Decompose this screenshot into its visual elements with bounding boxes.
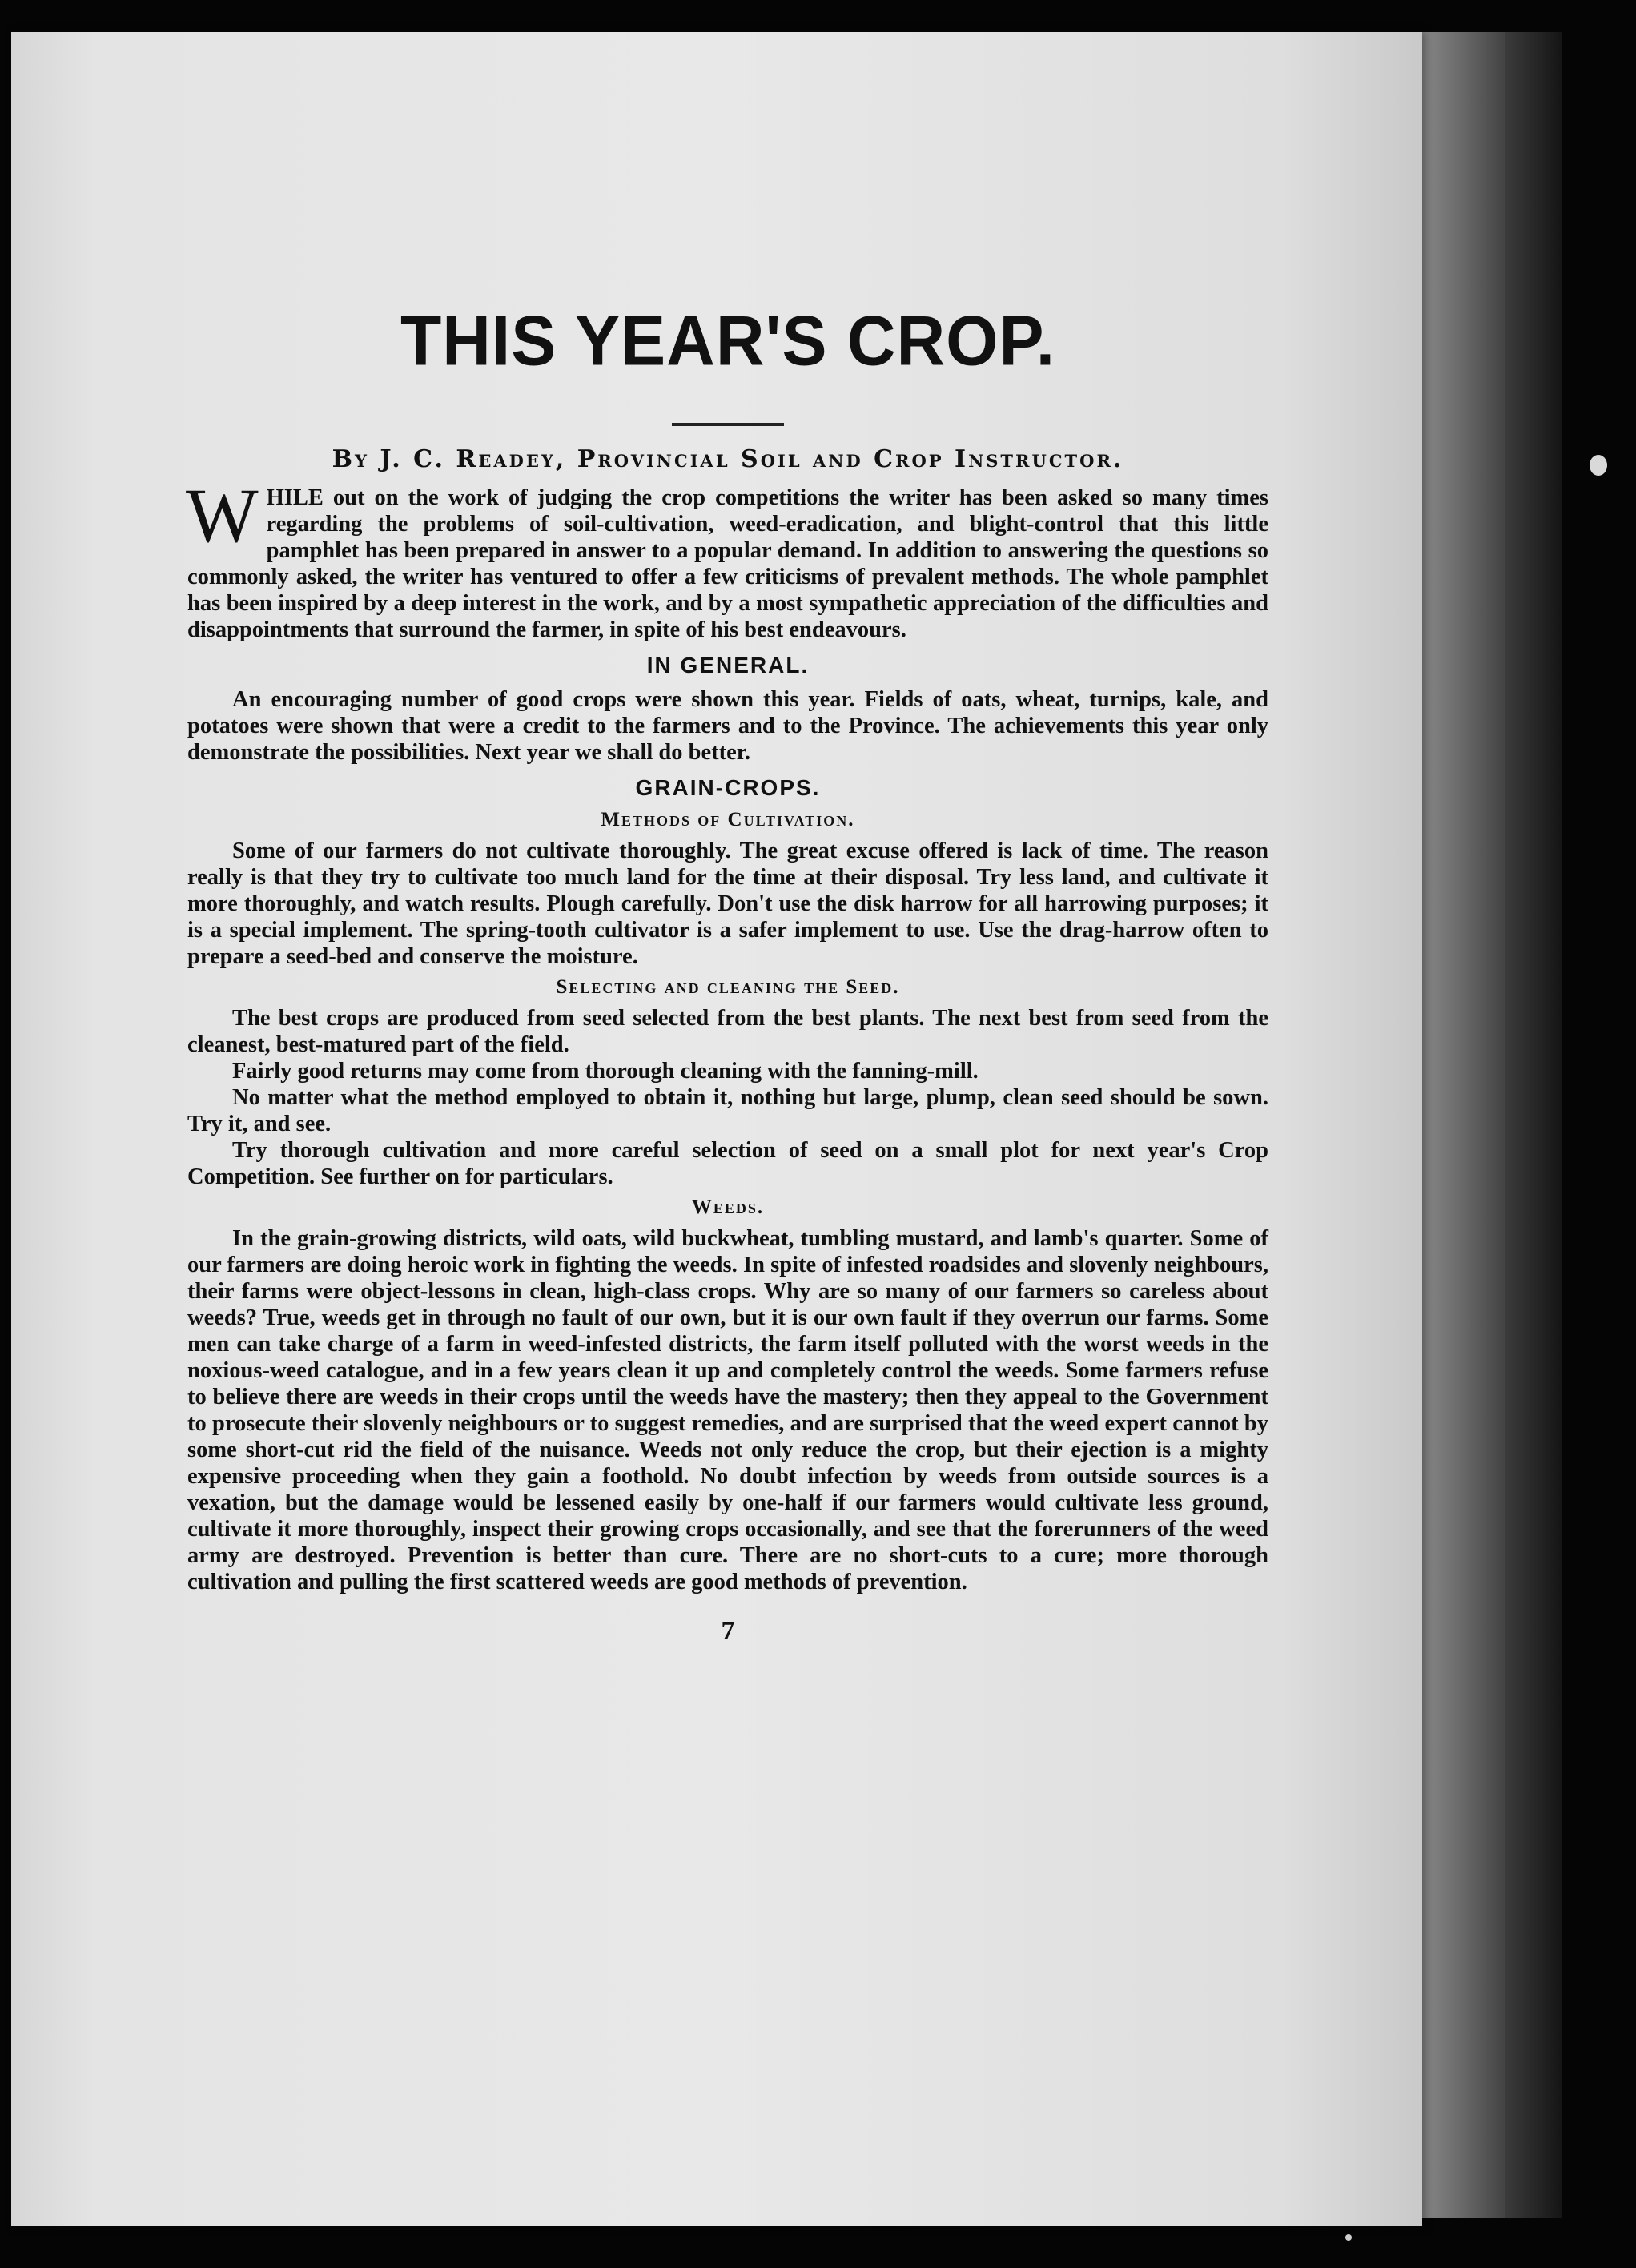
drop-cap: W — [186, 472, 259, 558]
page-title: THIS YEAR'S CROP. — [400, 300, 1056, 380]
scanned-page — [11, 32, 1422, 2226]
scan-speck — [1345, 2234, 1352, 2241]
page-number: 7 — [721, 1616, 735, 1646]
text-column — [187, 296, 1268, 1647]
seed-paragraph: Try thorough cultivation and more careful selection of seed on a small plot for next year's Crop Competition. See further on for particulars. — [187, 1138, 1268, 1189]
scan-speck — [1590, 455, 1607, 476]
heading-in-general: IN GENERAL. — [646, 653, 810, 678]
title-rule — [672, 423, 784, 426]
general-paragraph: An encouraging number of good crops were shown this year. Fields of oats, wheat, turnips, kale, and potatoes were shown that were a credit to the farmers and to the Province. The achievements this year only demonstrate the possibilities. Next year we shall do better. — [187, 687, 1268, 765]
byline: By J. C. Readey, Provincial Soil and Crop Instructor. — [332, 445, 1124, 473]
seed-paragraph: No matter what the method employed to obtain it, nothing but large, plump, clean seed should be sown. Try it, and see. — [187, 1085, 1268, 1136]
book-spine — [1505, 32, 1562, 2218]
cultivation-paragraph: Some of our farmers do not cultivate thoroughly. The great excuse offered is lack of time. The reason really is that they try to cultivate too much land for the time at their disposal. Try less land, and cultivate it more thoroughly, and watch results. Plough carefully. Don't use the disk harrow for all harrowing purposes; it is a special implement. The spring-tooth cultivator is a safer implement to use. Use the drag-harrow often to prepare a seed-bed and conserve the moisture. — [187, 838, 1268, 969]
seed-paragraph: The best crops are produced from seed selected from the best plants. The next best from seed from the cleanest, best-matured part of the field. — [187, 1006, 1268, 1057]
subheading-selecting-seed: Selecting and cleaning the Seed. — [556, 976, 900, 998]
subheading-methods-of-cultivation: Methods of Cultivation. — [601, 809, 855, 830]
heading-grain-crops: GRAIN-CROPS. — [635, 775, 821, 800]
subheading-weeds: Weeds. — [691, 1196, 765, 1218]
seed-paragraph: Fairly good returns may come from thorough cleaning with the fanning-mill. — [232, 1059, 979, 1084]
intro-text: HILE out on the work of judging the crop competitions the writer has been asked so many times regarding the problems of soil-cultivation, weed-eradication, and blight-control that this little pamphlet has been prepared in answer to a popular demand. In addition to answering the questions so commonly asked, the writer has ventured to offer a few criticisms of prevalent methods. The whole pamphlet has been inspired by a deep interest in the work, and by a most sympathetic appreciation of the difficulties and disappointments that surround the farmer, in spite of his best endeavours. — [187, 485, 1268, 642]
intro-paragraph — [186, 472, 1268, 643]
weeds-paragraph: In the grain-growing districts, wild oats, wild buckwheat, tumbling mustard, and lamb's quarter. Some of our farmers are doing heroic work in fighting the weeds. In spite of infested roadsides and slovenly neighbours, their farms were object-lessons in clean, high-class crops. Why are so many of our farmers so careless about weeds? True, weeds get in through no fault of our own, but it is our own fault if they overrun our farms. Some men can take charge of a farm in weed-infested districts, the farm itself polluted with the worst weeds in the noxious-weed catalogue, and in a few years clean it up and completely control the weeds. Some farmers refuse to believe there are weeds in their crops until the weeds have the mastery; then they appeal to the Government to prosecute their slovenly neighbours or to suggest remedies, and are surprised that the weed expert cannot by some short-cut rid the field of the nuisance. Weeds not only reduce the crop, but their ejection is a mighty expensive proceeding when they gain a foothold. No doubt infection by weeds from outside sources is a vexation, but the damage would be lessened easily by one-half if our farmers would cultivate less ground, cultivate it more thoroughly, inspect their growing crops occasionally, and see that the forerunners of the weed army are destroyed. Prevention is better than cure. There are no short-cuts to a cure; more thorough cultivation and pulling the first scattered weeds are good methods of prevention. — [187, 1226, 1268, 1594]
